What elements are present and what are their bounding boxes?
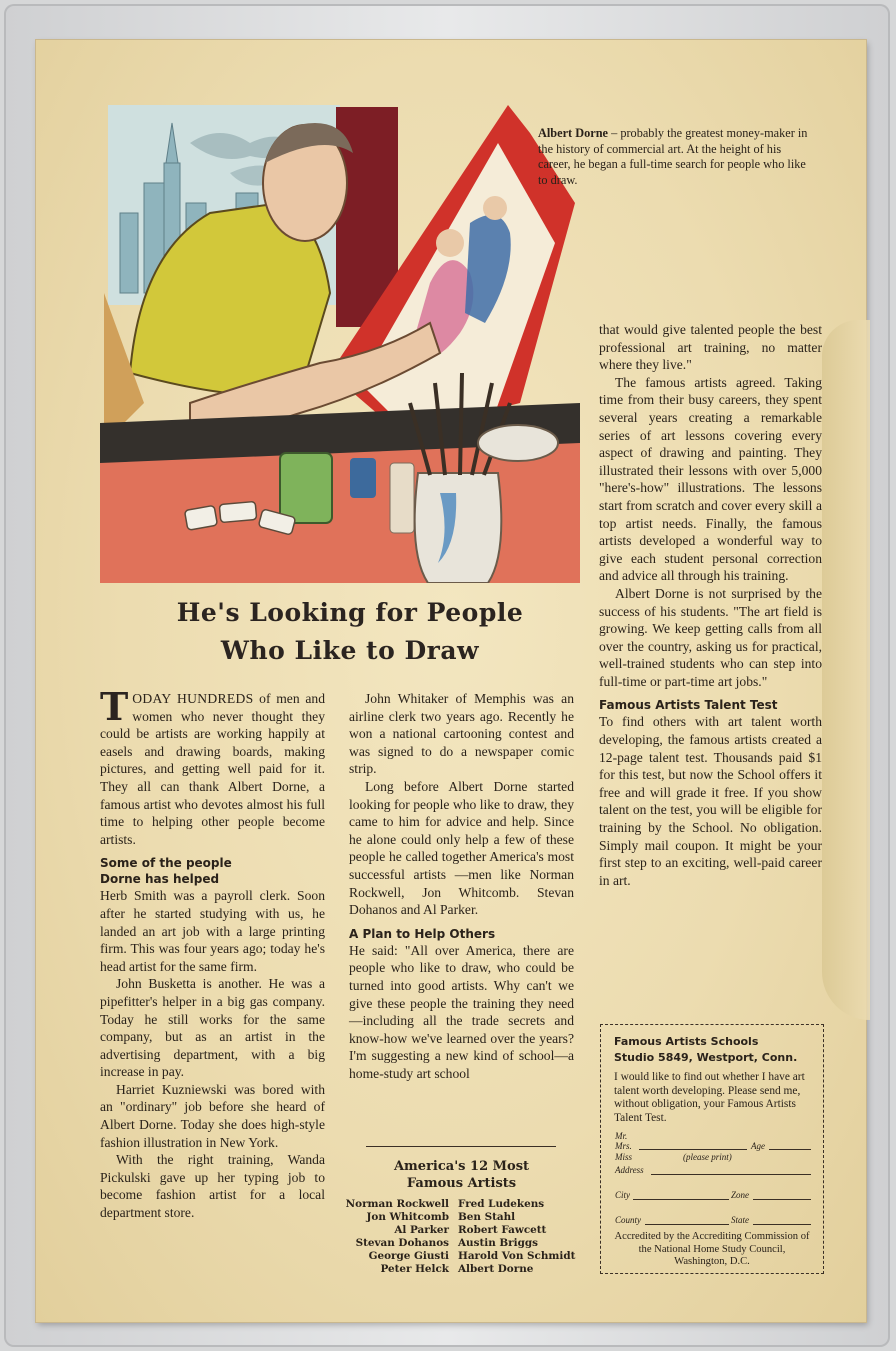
address-field[interactable] xyxy=(651,1174,811,1175)
coupon-body: I would like to find out whether I have art talent worth developing. Please send me, without obligation, your Famous Artists Talent Test. xyxy=(614,1071,805,1124)
age-field[interactable] xyxy=(769,1149,811,1150)
county-label: County xyxy=(615,1215,641,1225)
mr-label: Mr. xyxy=(615,1131,628,1141)
artist-name: Fred Ludekens xyxy=(458,1198,545,1210)
coupon-header xyxy=(614,1034,814,1066)
subheading-line: Dorne has helped xyxy=(100,872,220,887)
artist-name: Albert Dorne xyxy=(458,1263,534,1275)
headline-line1: He's Looking for People xyxy=(176,598,524,627)
divider xyxy=(366,1146,556,1147)
name-field[interactable] xyxy=(639,1149,747,1150)
article-column-1 xyxy=(100,684,325,1222)
paragraph: John Whitaker of Memphis was an airline clerk two years ago. Recently he won a national cartooning contest and was signed to do a newspaper comic strip. xyxy=(349,691,574,777)
artist-name: George Giusti xyxy=(368,1250,449,1262)
paragraph: Harriet Kuzniewski was bored with an "ordinary" job before she heard of Albert Dorne. Today she does high-style fashion illustration in New York. xyxy=(100,1081,325,1150)
state-field[interactable] xyxy=(753,1224,811,1225)
drop-cap: T xyxy=(100,684,129,729)
print-hint: (please print) xyxy=(683,1152,732,1162)
paragraph: Albert Dorne is not surprised by the success of his students. "The art field is growing. We keep getting calls from all over the country, asking us for practical, well-trained students who can step into full-time or part-time art jobs." xyxy=(599,585,822,689)
article-column-3 xyxy=(599,321,822,889)
zone-label: Zone xyxy=(731,1190,749,1200)
mrs-label: Mrs. xyxy=(615,1141,632,1151)
artist-name: Norman Rockwell xyxy=(345,1198,449,1210)
famous-artists-title xyxy=(349,1158,574,1192)
city-label: City xyxy=(615,1190,630,1200)
artist-at-easel-illustration xyxy=(100,103,580,583)
artist-name: Austin Briggs xyxy=(458,1237,538,1249)
lead-caps: ODAY HUNDREDS xyxy=(132,691,254,706)
miss-label: Miss xyxy=(615,1152,633,1162)
paragraph: Herb Smith was a payroll clerk. Soon after he started studying with us, he landed an art job with a large printing firm. This was four years ago; today he's head artist for the same firm. xyxy=(100,888,325,974)
caption xyxy=(538,126,808,188)
paragraph-text: of men and women who never thought they could be artists are working happily at easels and drawing boards, making pictures, and getting well paid for it. They all can thank Albert Dorne, a famous artist who devotes almost his full time to helping other people become artists. xyxy=(100,691,325,847)
article-column-2 xyxy=(349,690,574,1082)
city-field[interactable] xyxy=(633,1199,729,1200)
page-edge-wear xyxy=(822,320,870,1020)
famous-title-line: America's 12 Most xyxy=(393,1159,530,1174)
zone-field[interactable] xyxy=(753,1199,811,1200)
subheading: A Plan to Help Others xyxy=(349,926,496,941)
artist-name: Harold Von Schmidt xyxy=(458,1250,576,1262)
subheading xyxy=(100,855,325,887)
state-label: State xyxy=(731,1215,749,1225)
headline-line2: Who Like to Draw xyxy=(220,636,480,665)
artist-name: Al Parker xyxy=(394,1224,449,1236)
headline xyxy=(100,594,600,670)
caption-name: Albert Dorne xyxy=(538,126,609,140)
paragraph: To find others with art talent worth developing, the famous artists created a 12-page talent test. Thousands paid $1 for this test, but now the School offers it free and will grade it free. If you show talent on the test, you will be eligible for training by the School. No obligation. Simply mail coupon. It might be your first step to an exciting, well-paid career in art. xyxy=(599,714,822,888)
coupon-school-name: Famous Artists Schools xyxy=(614,1035,759,1048)
artist-name: Stevan Dohanos xyxy=(355,1237,449,1249)
age-label: Age xyxy=(751,1141,765,1151)
paragraph: He said: "All over America, there are people who like to draw, who could be turned into good artists. Why can't we give these people the training they need—including all the trade secrets and know-how we've learned over the years? I'm suggesting a new kind of school—a home-study art school xyxy=(349,942,574,1081)
paragraph: John Busketta is another. He was a pipefitter's helper in a big gas company. Today he still works for the same company, but as an artist in the advertising department, with a big increase in pay. xyxy=(100,976,325,1080)
paragraph xyxy=(100,684,325,848)
artist-name: Jon Whitcomb xyxy=(366,1211,449,1223)
subheading: Famous Artists Talent Test xyxy=(599,698,778,713)
famous-title-line: Famous Artists xyxy=(406,1176,517,1191)
address-label: Address xyxy=(615,1165,644,1175)
subheading-line: Some of the people xyxy=(100,856,232,871)
artist-name: Robert Fawcett xyxy=(458,1224,547,1236)
paragraph: that would give talented people the best professional art training, no matter where they live." xyxy=(599,322,822,373)
paragraph: Long before Albert Dorne started looking for people who like to draw, they came to him for advice and help. Since he alone could only help a few of these people he called together America's most successful artists —men like Norman Rockwell, Jon Whitcomb. Stevan Dohanos and Al Parker. xyxy=(349,778,574,918)
paragraph: With the right training, Wanda Pickulski gave up her typing job to become fashion artist for a local department store. xyxy=(100,1152,325,1221)
mail-in-coupon[interactable] xyxy=(600,1024,824,1274)
caption-text: – probably the greatest money-maker in the history of commercial art. At the height of his career, he began a full-time search for people who like to draw. xyxy=(538,126,808,187)
county-field[interactable] xyxy=(645,1224,729,1225)
artist-name: Peter Helck xyxy=(380,1263,449,1275)
coupon-studio-address: Studio 5849, Westport, Conn. xyxy=(614,1051,798,1064)
paragraph: The famous artists agreed. Taking time from their busy careers, they spent several years creating a remarkable series of art lessons covering every aspect of drawing and painting. They illustrated their lessons with over 5,000 "here's-how" illustrations. The lessons start from scratch and cover every skill a top artist needs. Finally, the famous artists developed a wonderful way to give each student personal correction and advice all through his training. xyxy=(599,374,822,584)
coupon-accreditation: Accredited by the Accrediting Commission of the National Home Study Council, Washington, D.C. xyxy=(614,1231,810,1268)
artist-name: Ben Stahl xyxy=(458,1211,516,1223)
